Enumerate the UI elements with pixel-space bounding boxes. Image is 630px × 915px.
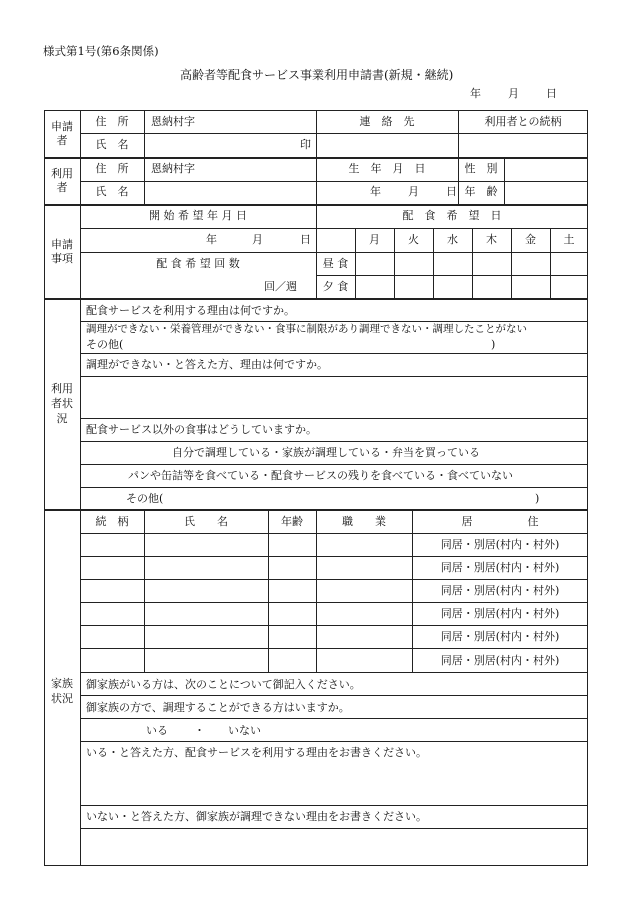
birth-day: 日	[446, 185, 457, 198]
col-age: 年齢	[281, 515, 303, 528]
q-family-no-reason: いない・と答えた方、御家族が調理できない理由をお書きください。	[86, 810, 427, 823]
day-fri: 金	[525, 233, 536, 246]
form-number: 様式第1号(第6条関係)	[43, 44, 159, 58]
divider	[316, 275, 588, 276]
date-month: 月	[508, 87, 519, 100]
divider	[80, 376, 588, 377]
family-note: 御家族がいる方は、次のことについて御記入ください。	[86, 678, 361, 691]
application-section-label	[44, 238, 80, 266]
option-separator: ・	[194, 724, 205, 737]
divider	[80, 805, 588, 806]
residence-option[interactable]: 同居・別居(村内・村外)	[440, 654, 560, 667]
applicant-address-value[interactable]: 恩納村字	[151, 115, 195, 128]
date-day: 日	[546, 87, 557, 100]
divider	[80, 533, 588, 534]
section-label-line: 者	[56, 134, 68, 147]
q-family-yes-reason: いる・と答えた方、配食サービスを利用する理由をお書きください。	[86, 746, 427, 759]
divider	[504, 157, 505, 204]
option-yes[interactable]: いる	[146, 724, 168, 737]
family-section-label	[44, 676, 80, 706]
divider	[80, 579, 588, 580]
day-tue: 火	[408, 233, 419, 246]
applicant-section-label	[44, 120, 80, 148]
q-reason-options[interactable]: 調理ができない・栄養管理ができない・食事に制限があり調理できない・調理したことがない	[86, 323, 527, 335]
divider	[80, 321, 588, 322]
q-other-meals-other[interactable]: その他(	[126, 492, 164, 505]
applicant-address-label: 住 所	[95, 115, 129, 128]
divider	[144, 157, 145, 204]
col-occupation: 職 業	[342, 515, 386, 528]
divider	[80, 487, 588, 488]
section-label-line: 者	[56, 181, 68, 194]
form-title: 高齢者等配食サービス事業利用申請書(新規・継続)	[180, 68, 454, 82]
date-year: 年	[470, 87, 481, 100]
user-name-label: 氏 名	[95, 185, 129, 198]
start-month: 月	[252, 233, 263, 246]
start-day: 日	[300, 233, 311, 246]
divider	[80, 828, 588, 829]
divider	[316, 509, 317, 672]
residence-option[interactable]: 同居・別居(村内・村外)	[440, 607, 560, 620]
divider	[80, 418, 588, 419]
divider	[144, 509, 145, 672]
divider	[80, 672, 588, 673]
residence-option[interactable]: 同居・別居(村内・村外)	[440, 561, 560, 574]
residence-option[interactable]: 同居・別居(村内・村外)	[440, 538, 560, 551]
q-other-meals-other-close: )	[535, 492, 540, 505]
divider	[80, 353, 588, 354]
divider	[80, 695, 588, 696]
day-sat: 土	[563, 233, 575, 246]
user-section-label	[44, 167, 80, 195]
delivery-days-label: 配 食 希 望 日	[402, 209, 502, 222]
divider	[80, 441, 588, 442]
gender-label: 性 別	[464, 162, 498, 175]
age-label: 年 齢	[464, 185, 498, 198]
col-residence: 居 住	[461, 515, 539, 528]
section-label-line: 申請	[51, 238, 73, 251]
q-reason: 配食サービスを利用する理由は何ですか。	[86, 304, 295, 317]
divider	[80, 133, 588, 134]
status-section-label	[44, 381, 80, 426]
divider	[80, 181, 588, 182]
col-name: 氏 名	[184, 515, 228, 528]
residence-option[interactable]: 同居・別居(村内・村外)	[440, 630, 560, 643]
col-relation: 続 柄	[95, 515, 129, 528]
divider	[80, 464, 588, 465]
section-label-line: 況	[56, 412, 68, 425]
day-mon: 月	[369, 233, 380, 246]
q-reason-other[interactable]: その他(	[86, 338, 124, 351]
divider	[80, 718, 588, 719]
birth-year: 年	[370, 185, 381, 198]
divider	[80, 741, 588, 742]
section-label-line: 事項	[51, 252, 73, 265]
birth-label: 生 年 月 日	[348, 162, 426, 175]
user-address-label: 住 所	[95, 162, 129, 175]
birth-month: 月	[408, 185, 419, 198]
section-label-line: 申請	[51, 120, 73, 133]
start-year: 年	[206, 233, 217, 246]
count-label: 配 食 希 望 回 数	[156, 257, 240, 270]
option-no[interactable]: いない	[228, 724, 261, 737]
dinner-label: 夕 食	[322, 280, 349, 293]
section-label-line: 利用	[51, 382, 73, 395]
contact-label: 連 絡 先	[359, 115, 415, 128]
q-other-meals-opt2[interactable]: パンや缶詰等を食べている・配食サービスの残りを食べている・食べていない	[128, 469, 513, 482]
divider	[80, 625, 588, 626]
q-family-cook: 御家族の方で、調理することができる方はいますか。	[86, 701, 350, 714]
day-thu: 木	[486, 233, 497, 246]
seal-mark: 印	[300, 138, 311, 151]
applicant-name-label: 氏 名	[95, 138, 129, 151]
day-wed: 水	[447, 233, 458, 246]
lunch-label: 昼 食	[322, 257, 349, 270]
times-per-week: 回／週	[264, 280, 297, 293]
divider	[80, 602, 588, 603]
q-reason-other-close: )	[491, 338, 496, 351]
start-date-label: 開 始 希 望 年 月 日	[149, 209, 247, 222]
divider	[144, 110, 145, 157]
user-address-value[interactable]: 恩納村字	[151, 162, 195, 175]
section-label-line: 利用	[51, 167, 73, 180]
section-label-line: 状況	[51, 692, 73, 705]
q-other-meals: 配食サービス以外の食事はどうしていますか。	[86, 423, 317, 436]
residence-option[interactable]: 同居・別居(村内・村外)	[440, 584, 560, 597]
divider	[80, 110, 81, 866]
divider	[80, 648, 588, 649]
divider	[80, 556, 588, 557]
relation-label: 利用者との続柄	[484, 115, 562, 128]
section-label-line: 家族	[51, 677, 73, 690]
section-label-line: 者状	[51, 397, 73, 410]
q-cannot-cook: 調理ができない・と答えた方、理由は何ですか。	[86, 358, 328, 371]
divider	[268, 509, 269, 672]
q-other-meals-opt1[interactable]: 自分で調理している・家族が調理している・弁当を買っている	[172, 446, 480, 459]
divider	[44, 298, 588, 300]
